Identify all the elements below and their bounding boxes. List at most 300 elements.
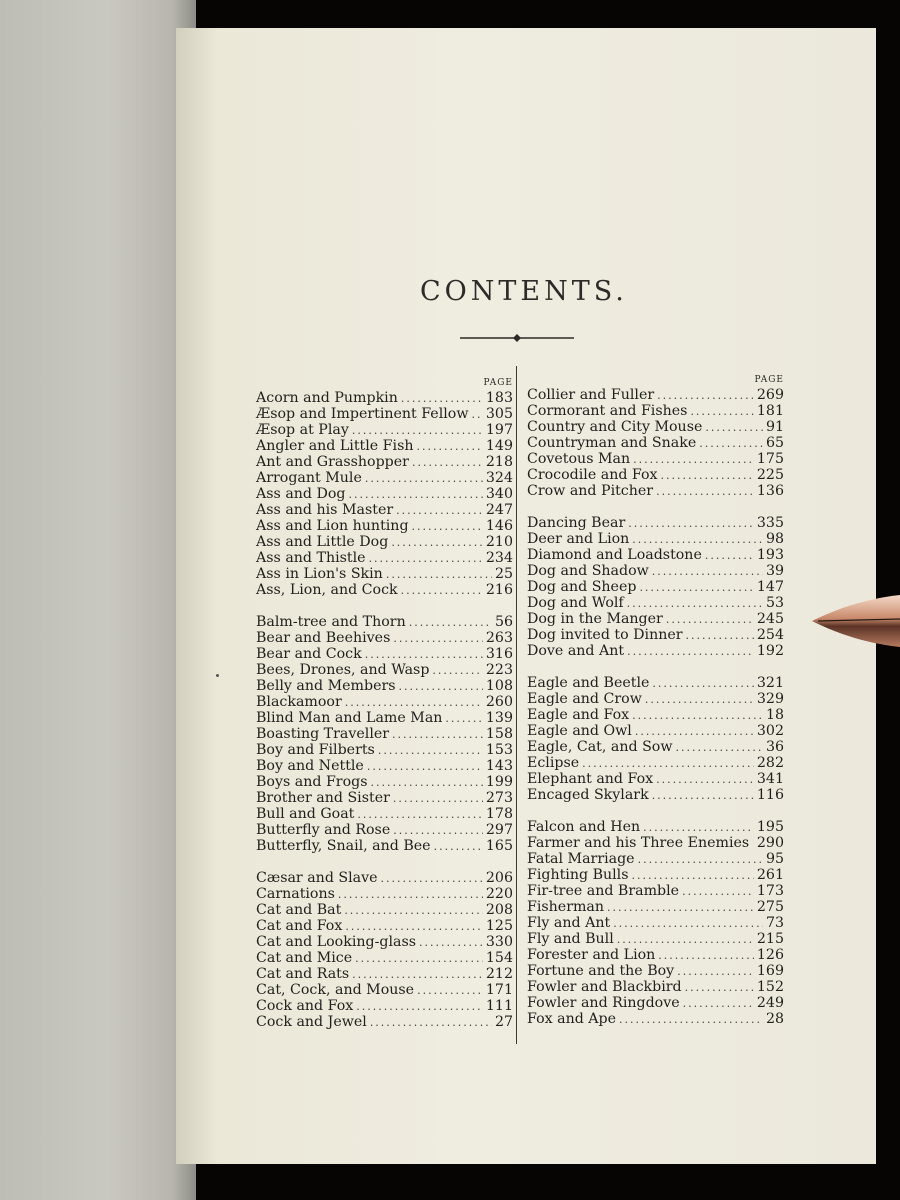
contents-entry (256, 822, 513, 838)
dot-leader (683, 996, 754, 1012)
contents-entry (256, 502, 513, 518)
contents-entry (256, 774, 513, 790)
entry-title: Covetous Man (527, 451, 631, 467)
entry-page-number: 282 (756, 755, 784, 771)
entry-title: Æsop and Impertinent Fellow (256, 406, 469, 422)
contents-entry (527, 755, 784, 771)
entry-page-number: 324 (485, 470, 513, 486)
entry-page-number: 146 (485, 518, 513, 534)
entry-page-number: 147 (756, 579, 784, 595)
entry-title: Eagle and Beetle (527, 675, 650, 691)
dot-leader (677, 964, 754, 980)
entry-page-number: 199 (485, 774, 513, 790)
contents-entry (527, 835, 784, 851)
entry-page-number: 263 (485, 630, 513, 646)
contents-entry (256, 470, 513, 486)
entry-page-number: 108 (485, 678, 513, 694)
entry-page-number: 139 (485, 710, 513, 726)
entry-title: Eagle and Crow (527, 691, 642, 707)
entry-page-number: 223 (485, 662, 513, 678)
entry-page-number: 302 (756, 723, 784, 739)
entry-page-number: 175 (756, 451, 784, 467)
contents-entry (527, 851, 784, 867)
entry-page-number: 28 (765, 1011, 784, 1027)
contents-entry (256, 534, 513, 550)
contents-entry (527, 403, 784, 419)
entry-page-number: 56 (494, 614, 513, 630)
dot-leader (705, 420, 763, 436)
section-gap (256, 854, 513, 870)
entry-page-number: 225 (756, 467, 784, 483)
contents-entry (527, 595, 784, 611)
dot-leader (432, 663, 482, 679)
dot-leader (686, 628, 754, 644)
contents-entry (527, 675, 784, 691)
dot-leader (661, 468, 754, 484)
dot-leader (378, 743, 483, 759)
dot-leader (381, 871, 483, 887)
contents-entry (256, 662, 513, 678)
contents-entry (527, 723, 784, 739)
dot-leader (690, 404, 753, 420)
entry-page-number: 98 (765, 531, 784, 547)
dot-leader (370, 1015, 492, 1031)
contents-entry (527, 451, 784, 467)
entry-title: Ass, Lion, and Cock (256, 582, 398, 598)
entry-page-number: 206 (485, 870, 513, 886)
contents-entry (256, 838, 513, 854)
facing-page (0, 0, 196, 1200)
dot-leader (656, 484, 754, 500)
entry-page-number: 329 (756, 691, 784, 707)
entry-title: Cormorant and Fishes (527, 403, 688, 419)
entry-title: Fir-tree and Bramble (527, 883, 680, 899)
dot-leader (393, 823, 483, 839)
entry-title: Cat and Bat (256, 902, 342, 918)
entry-title: Eclipse (527, 755, 580, 771)
entry-title: Ass and Thistle (256, 550, 366, 566)
entry-page-number: 95 (765, 851, 784, 867)
entry-page-number: 65 (765, 435, 784, 451)
dot-leader (396, 503, 483, 519)
entry-title: Fly and Ant (527, 915, 611, 931)
contents-entry (527, 899, 784, 915)
entry-page-number: 39 (765, 563, 784, 579)
dot-leader (352, 967, 483, 983)
entry-title: Belly and Members (256, 678, 396, 694)
entry-page-number: 216 (485, 582, 513, 598)
entry-title: Bull and Goat (256, 806, 355, 822)
dot-leader (666, 612, 754, 628)
pen-nib-pointer-icon (812, 593, 900, 649)
entry-title: Ant and Grasshopper (256, 454, 409, 470)
dot-leader (393, 791, 483, 807)
contents-entry (256, 646, 513, 662)
contents-entry (256, 630, 513, 646)
entry-title: Boy and Filberts (256, 742, 375, 758)
entry-page-number: 154 (485, 950, 513, 966)
entry-page-number: 27 (494, 1014, 513, 1030)
entry-page-number: 340 (485, 486, 513, 502)
entry-page-number: 260 (485, 694, 513, 710)
dot-leader (582, 756, 754, 772)
dot-leader (617, 932, 754, 948)
entry-title: Cat and Fox (256, 918, 343, 934)
dot-leader (349, 487, 483, 503)
entry-title: Ass and Dog (256, 486, 346, 502)
dot-leader (393, 631, 483, 647)
dot-leader (357, 807, 483, 823)
entry-page-number: 165 (485, 838, 513, 854)
entry-title: Acorn and Pumpkin (256, 390, 398, 406)
entry-title: Cock and Jewel (256, 1014, 367, 1030)
dot-leader (645, 692, 754, 708)
dot-leader (685, 980, 754, 996)
entry-title: Forester and Lion (527, 947, 656, 963)
entry-page-number: 335 (756, 515, 784, 531)
dot-leader (401, 583, 483, 599)
contents-entry (527, 947, 784, 963)
entry-title: Dove and Ant (527, 643, 625, 659)
entry-page-number: 273 (485, 790, 513, 806)
entry-title: Ass and Lion hunting (256, 518, 409, 534)
contents-entry (256, 742, 513, 758)
dot-leader (386, 567, 492, 583)
entry-page-number: 136 (756, 483, 784, 499)
entry-title: Fisherman (527, 899, 605, 915)
entry-page-number: 149 (485, 438, 513, 454)
contents-entry (527, 979, 784, 995)
contents-entry (256, 918, 513, 934)
page-title: CONTENTS. (420, 276, 628, 307)
entry-page-number: 290 (756, 835, 784, 851)
entry-title: Diamond and Loadstone (527, 547, 702, 563)
contents-entry (256, 406, 513, 422)
entry-page-number: 169 (756, 963, 784, 979)
dot-leader (412, 455, 483, 471)
entry-title: Ass in Lion's Skin (256, 566, 383, 582)
entry-page-number: 220 (485, 886, 513, 902)
entry-page-number: 261 (756, 867, 784, 883)
dot-leader (699, 436, 763, 452)
entry-list-left (256, 390, 513, 1030)
contents-column-left (256, 377, 513, 1030)
dot-leader (619, 1012, 763, 1028)
entry-title: Ass and Little Dog (256, 534, 389, 550)
entry-page-number: 73 (765, 915, 784, 931)
entry-title: Boy and Nettle (256, 758, 364, 774)
entry-page-number: 195 (756, 819, 784, 835)
dot-leader (367, 759, 483, 775)
dot-leader (399, 679, 483, 695)
dot-leader (417, 983, 483, 999)
contents-entry (256, 422, 513, 438)
entry-title: Bear and Cock (256, 646, 362, 662)
entry-title: Dancing Bear (527, 515, 626, 531)
entry-page-number: 330 (485, 934, 513, 950)
entry-page-number: 305 (485, 406, 513, 422)
entry-title: Dog invited to Dinner (527, 627, 683, 643)
dot-leader (632, 532, 763, 548)
dot-leader (633, 452, 754, 468)
contents-entry (256, 710, 513, 726)
contents-entry (256, 438, 513, 454)
contents-entry (527, 419, 784, 435)
dot-leader (627, 596, 763, 612)
entry-title: Encaged Skylark (527, 787, 649, 803)
entry-page-number: 125 (485, 918, 513, 934)
entry-title: Eagle, Cat, and Sow (527, 739, 673, 755)
entry-title: Fortune and the Boy (527, 963, 675, 979)
dot-leader (635, 724, 754, 740)
contents-entry (527, 643, 784, 659)
entry-title: Farmer and his Three Enemies (527, 835, 750, 851)
contents-entry (527, 787, 784, 803)
section-gap (527, 659, 784, 675)
contents-entry (256, 1014, 513, 1030)
entry-title: Carnations (256, 886, 335, 902)
entry-title: Angler and Little Fish (256, 438, 414, 454)
entry-title: Eagle and Owl (527, 723, 632, 739)
contents-entry (527, 547, 784, 563)
entry-title: Country and City Mouse (527, 419, 703, 435)
contents-entry (527, 867, 784, 883)
dot-leader (613, 916, 763, 932)
contents-entry (527, 819, 784, 835)
dot-leader (338, 887, 483, 903)
contents-entry (256, 998, 513, 1014)
entry-title: Dog and Shadow (527, 563, 649, 579)
entry-page-number: 321 (756, 675, 784, 691)
entry-page-number: 143 (485, 758, 513, 774)
contents-entry (256, 566, 513, 582)
contents-entry (527, 771, 784, 787)
entry-page-number: 18 (765, 707, 784, 723)
dot-leader (675, 740, 762, 756)
contents-entry (256, 582, 513, 598)
entry-title: Ass and his Master (256, 502, 394, 518)
dot-leader (369, 551, 483, 567)
entry-page-number: 36 (765, 739, 784, 755)
entry-title: Dog and Sheep (527, 579, 637, 595)
contents-entry (527, 483, 784, 499)
contents-entry (256, 758, 513, 774)
dot-leader (643, 820, 754, 836)
contents-entry (527, 915, 784, 931)
contents-entry (527, 387, 784, 403)
contents-entry (527, 1011, 784, 1027)
contents-entry (256, 486, 513, 502)
section-gap (256, 598, 513, 614)
column-divider (516, 366, 517, 1044)
entry-page-number: 297 (485, 822, 513, 838)
entry-page-number: 91 (765, 419, 784, 435)
dot-leader (371, 775, 483, 791)
contents-entry (256, 694, 513, 710)
entry-title: Brother and Sister (256, 790, 390, 806)
entry-page-number: 245 (756, 611, 784, 627)
entry-page-number: 249 (756, 995, 784, 1011)
entry-page-number: 247 (485, 502, 513, 518)
dot-leader (356, 999, 483, 1015)
entry-title: Fox and Ape (527, 1011, 617, 1027)
entry-title: Arrogant Mule (256, 470, 362, 486)
contents-entry (256, 870, 513, 886)
entry-page-number: 212 (485, 966, 513, 982)
entry-title: Cæsar and Slave (256, 870, 378, 886)
section-gap (527, 803, 784, 819)
contents-entry (527, 627, 784, 643)
entry-title: Bees, Drones, and Wasp (256, 662, 430, 678)
entry-page-number: 183 (485, 390, 513, 406)
entry-title: Butterfly and Rose (256, 822, 391, 838)
contents-entry (527, 883, 784, 899)
dot-leader (627, 644, 754, 660)
entry-title: Collier and Fuller (527, 387, 655, 403)
entry-page-number: 234 (485, 550, 513, 566)
dot-leader (345, 695, 483, 711)
entry-title: Cat and Rats (256, 966, 350, 982)
entry-page-number: 269 (756, 387, 784, 403)
dot-leader (656, 772, 754, 788)
entry-page-number: 218 (485, 454, 513, 470)
entry-page-number: 192 (756, 643, 784, 659)
dot-leader (652, 788, 754, 804)
dot-leader (344, 903, 483, 919)
ornament-divider-icon (460, 331, 574, 345)
dot-leader (355, 951, 483, 967)
contents-entry (527, 739, 784, 755)
entry-page-number: 126 (756, 947, 784, 963)
contents-entry (256, 806, 513, 822)
entry-title: Fowler and Ringdove (527, 995, 680, 1011)
entry-title: Fly and Bull (527, 931, 614, 947)
entry-page-number: 152 (756, 979, 784, 995)
dot-leader (409, 615, 492, 631)
contents-entry (527, 691, 784, 707)
dot-leader (652, 564, 763, 580)
contents-entry (527, 995, 784, 1011)
dot-leader (652, 676, 754, 692)
entry-title: Countryman and Snake (527, 435, 697, 451)
contents-entry (527, 515, 784, 531)
entry-page-number: 210 (485, 534, 513, 550)
entry-page-number: 111 (485, 998, 513, 1014)
entry-page-number: 341 (756, 771, 784, 787)
contents-entry (256, 902, 513, 918)
dot-leader (638, 852, 763, 868)
dot-leader (345, 919, 483, 935)
dot-leader (392, 727, 483, 743)
dot-leader (416, 439, 482, 455)
entry-page-number: 193 (756, 547, 784, 563)
contents-entry (256, 550, 513, 566)
entry-page-number: 181 (756, 403, 784, 419)
entry-page-number: 53 (765, 595, 784, 611)
contents-entry (527, 931, 784, 947)
dot-leader (607, 900, 754, 916)
entry-title: Cat and Mice (256, 950, 353, 966)
dot-leader (632, 868, 754, 884)
entry-page-number: 197 (485, 422, 513, 438)
contents-entry (256, 790, 513, 806)
entry-page-number: 153 (485, 742, 513, 758)
page-blemish (216, 674, 219, 677)
entry-title: Butterfly, Snail, and Bee (256, 838, 431, 854)
dot-leader (401, 391, 483, 407)
contents-entry (527, 707, 784, 723)
entry-title: Boasting Traveller (256, 726, 390, 742)
dot-leader (705, 548, 754, 564)
entry-title: Cat, Cock, and Mouse (256, 982, 415, 998)
contents-entry (256, 390, 513, 406)
entry-title: Cock and Fox (256, 998, 354, 1014)
dot-leader (682, 884, 754, 900)
entry-page-number: 275 (756, 899, 784, 915)
entry-page-number: 158 (485, 726, 513, 742)
dot-leader (365, 471, 483, 487)
contents-entry (256, 518, 513, 534)
dot-leader (412, 519, 483, 535)
contents-entry (256, 950, 513, 966)
entry-title: Elephant and Fox (527, 771, 654, 787)
contents-entry (256, 454, 513, 470)
contents-entry (527, 467, 784, 483)
entry-page-number: 208 (485, 902, 513, 918)
contents-entry (527, 563, 784, 579)
entry-title: Cat and Looking-glass (256, 934, 417, 950)
page-column-header: PAGE (754, 375, 784, 385)
entry-page-number: 25 (494, 566, 513, 582)
section-gap (527, 499, 784, 515)
entry-title: Dog in the Manger (527, 611, 663, 627)
contents-entry (256, 678, 513, 694)
dot-leader (391, 535, 483, 551)
entry-page-number: 171 (485, 982, 513, 998)
entry-title: Blackamoor (256, 694, 342, 710)
entry-title: Falcon and Hen (527, 819, 641, 835)
entry-title: Boys and Frogs (256, 774, 368, 790)
contents-entry (527, 963, 784, 979)
entry-title: Fighting Bulls (527, 867, 629, 883)
dot-leader (419, 935, 483, 951)
dot-leader (445, 711, 482, 727)
entry-title: Crow and Pitcher (527, 483, 654, 499)
entry-title: Bear and Beehives (256, 630, 391, 646)
contents-entry (256, 726, 513, 742)
dot-leader (434, 839, 483, 855)
contents-column-right (527, 374, 784, 1027)
page-column-header: PAGE (483, 378, 513, 388)
contents-entry (527, 579, 784, 595)
contents-entry (256, 934, 513, 950)
dot-leader (657, 388, 754, 404)
entry-title: Deer and Lion (527, 531, 630, 547)
entry-title: Fatal Marriage (527, 851, 635, 867)
entry-list-right (527, 387, 784, 1027)
contents-entry (527, 611, 784, 627)
contents-entry (256, 614, 513, 630)
dot-leader (658, 948, 754, 964)
contents-entry (256, 982, 513, 998)
contents-entry (256, 886, 513, 902)
entry-title: Eagle and Fox (527, 707, 630, 723)
entry-title: Crocodile and Fox (527, 467, 658, 483)
contents-entry (256, 966, 513, 982)
entry-title: Fowler and Blackbird (527, 979, 682, 995)
contents-entry (527, 531, 784, 547)
dot-leader (352, 423, 483, 439)
